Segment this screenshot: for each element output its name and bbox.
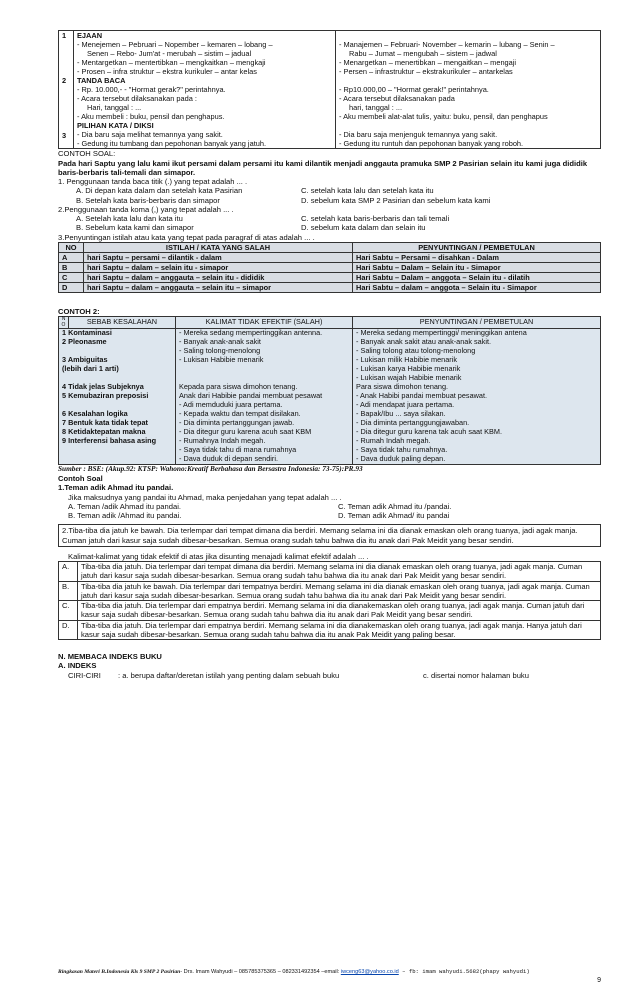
table-line: 4 Tidak jelas Subjeknya — [62, 382, 144, 392]
table-cell: Hari Sabtu – dalam – anggota – Selain itu - Simapor — [353, 283, 601, 293]
option: D. Teman adik Ahmad/ itu pandai — [338, 511, 450, 521]
table-line: 8 Ketidaktepatan makna — [62, 427, 146, 437]
table-cell: C — [59, 273, 84, 283]
answer-option[interactable] — [59, 581, 601, 601]
answer-option[interactable] — [59, 620, 601, 640]
table-line: - Lukisan milik Habibie menarik — [356, 355, 457, 365]
kalimat-column — [176, 329, 353, 465]
list-item: : a. berupa daftar/deretan istilah yang penting dalam sebuah buku — [118, 670, 340, 680]
table-row — [59, 252, 601, 262]
text-line: - Gedung itu tumbang dan pepohonan banyak yang jatuh. — [77, 139, 267, 149]
table-line: Kepada para siswa dimohon tenang. — [179, 382, 298, 392]
option: A. Di depan kata dalam dan setelah kata Pasirian — [76, 186, 243, 196]
footer-title: Ringkasan Materi B.Indonesia Kls 9 SMP 2 Pasirian — [58, 969, 181, 975]
text-line: - Aku membeli alat-alat tulis, yaitu: buku, pensil, dan penghapus — [339, 112, 548, 122]
col-header: N O — [59, 317, 69, 329]
sunting-column — [353, 329, 601, 465]
answer-option[interactable] — [59, 601, 601, 621]
table-row — [59, 262, 601, 272]
table-cell: Hari Sabtu – Dalam – anggota – Selain itu - dilatih — [353, 273, 601, 283]
col-header: SEBAB KESALAHAN — [69, 317, 176, 329]
section-heading: CONTOH SOAL: — [58, 149, 116, 159]
question: 2.Penggunaan tanda koma (,) yang tepat adalah ... . — [58, 204, 234, 214]
option: C. setelah kata lalu dan setelah kata itu — [301, 186, 434, 196]
text-line: - Prosen – infra struktur – ekstra kurikuler – antar kelas — [77, 67, 257, 77]
table-line: (lebih dari 1 arti) — [62, 364, 119, 374]
col-header: PENYUNTINGAN / PEMBETULAN — [353, 242, 601, 252]
table-line: - Mereka sedang mempertinggi/ meninggikan antena — [356, 328, 527, 338]
text-line: Hari, tanggal : ... — [87, 103, 142, 113]
col-header: PENYUNTINGAN / PEMBETULAN — [353, 317, 601, 329]
question-box: 2.Tiba-tiba dia jatuh ke bawah. Dia terlempar dari tempat dimana dia berdiri. Memang selama ini dia dianak emaskan oleh orang tuanya, jadi agak manja. Cuman jatuh dari kasur saja sudah dibesar-besarkan. Semua orang sudah tahu bahwa dia itu anak dari Pak Meidit yang besar sendiri. — [58, 524, 601, 547]
text-line: - Rp. 10.000,- - "Hormat gerak?" perintahnya. — [77, 85, 226, 95]
table-line: 3 Ambiguitas — [62, 355, 108, 365]
penyuntingan-table — [58, 242, 601, 293]
table-line: - Rumah Indah megah. — [356, 436, 431, 446]
table-line: - Bapak/Ibu ... saya silakan. — [356, 409, 446, 419]
option-letter: D. — [59, 620, 78, 640]
table-line: 1 Kontaminasi — [62, 328, 112, 338]
section-heading: TANDA BACA — [77, 76, 126, 86]
row-num: 2 — [62, 76, 67, 86]
option-text: Tiba-tiba dia jatuh. Dia terlempar dari tempat dimana dia berdiri. Memang selama ini dia dianak emaskan oleh orang tuanya, jadi agak manja. Cuman jatuh dari kasur saja sudah dibesar-besarkan. Semua orang sudah tahu bahwa dia itu anak dari Pak Meidit yang besar sendiri. — [78, 562, 601, 582]
section-heading: PILIHAN KATA / DIKSI — [77, 121, 154, 131]
text-line: - Acara tersebut dilaksanakan pada : — [77, 94, 197, 104]
page-number: 9 — [597, 977, 601, 984]
option: B. Setelah kata baris-berbaris dan simapor — [76, 195, 220, 205]
row-num: 3 — [62, 131, 67, 141]
section-heading: Contoh Soal — [58, 474, 103, 484]
table-line: - Saling tolong-menolong — [179, 346, 261, 356]
sebab-column — [59, 329, 176, 465]
col-header: KALIMAT TIDAK EFEKTIF (SALAH) — [176, 317, 353, 329]
table-line: - Dia ditegur guru karena tak acuh saat KBM. — [356, 427, 503, 437]
option-letter: A. — [59, 562, 78, 582]
table-line: 9 Interferensi bahasa asing — [62, 436, 157, 446]
list-item: c. disertai nomor halaman buku — [423, 670, 529, 680]
table-cell: Hari Sabtu – Dalam – Selain itu - Simapor — [353, 262, 601, 272]
table-line: - Dia diminta pertanggungjawaban. — [356, 418, 470, 428]
question: 3.Penyuntingan istilah atau kata yang tepat pada paragraf di atas adalah ... . — [58, 232, 315, 242]
text-line: - Manajemen – Februari- November – kemarin – lubang – Senin – — [339, 40, 555, 49]
text-line: - Dia baru saja menjenguk temannya yang sakit. — [339, 130, 498, 140]
table-line: Anak dari Habibie pandai membuat pesawat — [179, 391, 323, 401]
option: C. setelah kata baris-berbaris dan tali temali — [301, 214, 450, 224]
table-line: - Kepada waktu dan tempat disilakan. — [179, 409, 301, 419]
text-line: - Aku membeli : buku, pensil dan penghapus. — [77, 112, 225, 122]
table-line: 2 Pleonasme — [62, 337, 107, 347]
table-line — [62, 446, 172, 455]
table-cell: Hari Sabtu – Persami – disahkan - Dalam — [353, 252, 601, 262]
footer-fb: – fb: imam wahyudi.5682(phapy wahyudi) — [398, 968, 530, 975]
option-letter: C. — [59, 601, 78, 621]
table-line: - Adi memduduki juara pertama. — [179, 400, 283, 410]
text-line: - Persen – infrastruktur – ekstrakurikuler – antarkelas — [339, 67, 513, 77]
text-line: hari, tanggal : ... — [349, 103, 402, 113]
table-line: 5 Kemubaziran preposisi — [62, 391, 149, 401]
text-line: - Gedung itu runtuh dan pepohonan banyak yang roboh. — [339, 139, 524, 149]
text-line: - Mentargetkan – mentertibkan – mengkaitkan – mengkaji — [77, 58, 266, 68]
text-line: - Menargetkan – menertibkan – mengaitkan – mengaji — [339, 58, 517, 68]
table-cell: D — [59, 283, 84, 293]
table-line: - Lukisan Habibie menarik — [179, 355, 264, 365]
footer — [58, 968, 601, 984]
text-line: - Rp10.000,00 – "Hormat gerak!" perintahnya. — [339, 85, 489, 95]
contoh-soal-section — [58, 149, 601, 242]
table-line: - Dia ditegur guru karena acuh saat KBM — [179, 427, 312, 437]
text-line: Senen – Rebo- Jum'at - merubah – sistim – jadual — [87, 49, 252, 59]
table-cell: hari Saptu – persami – dilantik - dalam — [84, 252, 353, 262]
table-row — [59, 273, 601, 283]
kalimat-efektif-table — [58, 316, 601, 465]
section-heading: N. MEMBACA INDEKS BUKU — [58, 652, 162, 662]
email-link[interactable]: iwceng63@yahoo.co.id — [340, 969, 399, 975]
option: D. sebelum kata SMP 2 Pasirian dan sebelum kata kami — [301, 195, 491, 205]
table-line: 6 Kesalahan logika — [62, 409, 128, 419]
question: 1.Teman adik Ahmad itu pandai. — [58, 483, 174, 493]
table-line: Para siswa dimohon tenang. — [356, 382, 449, 392]
table-line: - Adi mendapat juara pertama. — [356, 400, 455, 410]
option: A. Teman /adik Ahmad itu pandai. — [68, 501, 181, 511]
col-header: NO — [59, 242, 84, 252]
label: CIRI-CIRI — [68, 670, 101, 680]
table-line: - Lukisan wajah Habibie menarik — [356, 373, 462, 383]
question: 1. Penggunaan tanda baca titik (.) yang tepat adalah ... . — [58, 177, 248, 187]
option: B. Teman adik /Ahmad itu pandai. — [68, 511, 182, 521]
table-line — [179, 365, 349, 374]
option: C. Teman adik Ahmad itu /pandai. — [338, 501, 452, 511]
table-line: - Rumahnya Indah megah. — [179, 436, 266, 446]
question-text: Jika maksudnya yang pandai itu Ahmad, maka penjedahan yang tepat adalah ... . — [68, 492, 342, 502]
table-cell: hari Saptu – dalam – anggauta – selain itu - dididik — [84, 273, 353, 283]
table-line: - Saya tidak tahu di mana rumahnya — [179, 445, 297, 455]
sumber: Sumber : BSE: (Akup.92: KTSP: Wahono:Kreatif Berbahasa dan Bersastra Indonesia: 73-75):PR.93 — [58, 464, 363, 474]
question-text: Kalimat-kalimat yang tidak efektif di atas jika disunting menajadi kalimat efektif adalah ... . — [68, 551, 369, 561]
section-heading: A. INDEKS — [58, 661, 97, 671]
table-line: - Mereka sedang mempertinggikan antenna. — [179, 328, 323, 338]
table-cell: hari Saptu – dalam – selain itu - simapor — [84, 262, 353, 272]
answer-option[interactable] — [59, 562, 601, 582]
option: B. Sebelum kata kami dan simapor — [76, 223, 194, 233]
table-line: 7 Bentuk kata tidak tepat — [62, 418, 148, 428]
option: D. sebelum kata dalam dan selain itu — [301, 223, 426, 233]
text-line: - Acara tersebut dilaksanakan pada — [339, 94, 455, 104]
table-cell: B — [59, 262, 84, 272]
table-line: - Dia diminta pertanggungan jawab. — [179, 418, 295, 428]
answer-options-table — [58, 561, 601, 640]
table-line: - Lukisan karya Habibie menarik — [356, 364, 461, 374]
option-text: Tiba-tiba dia jatuh ke bawah. Dia terlempar dari tempatnya berdiri. Memang selama ini dia dianak emaskan oleh orang tuanya, jadi agak manja. Cuman jatuh dari kasur saja sudah dibesar-besarkan. Semua orang sudah tahu bahwa dia itu anak dari Pak Meidit yang besar sendiri. — [78, 581, 601, 601]
text-line: - Dia baru saja melihat temannya yang sakit. — [77, 130, 223, 140]
section-heading: EJAAN — [77, 31, 103, 40]
table-line — [62, 455, 172, 464]
ejaan-table — [58, 30, 601, 149]
option-letter: B. — [59, 581, 78, 601]
table-line: - Saling tolong atau tolong-menolong — [356, 346, 476, 356]
text-line: - Menejemen – Pebruari – Nopember – kemaren – lobang – — [77, 40, 273, 50]
table-row — [59, 283, 601, 293]
col-header: ISTILAH / KATA YANG SALAH — [84, 242, 353, 252]
page — [58, 30, 601, 680]
section-heading: CONTOH 2: — [58, 307, 100, 317]
row-num: 1 — [62, 31, 67, 40]
table-cell: hari Saptu – dalam – anggauta – selain itu – simapor — [84, 283, 353, 293]
table-line: - Saya tidak tahu rumahnya. — [356, 445, 448, 455]
table-line: - Anak Habibi pandai membuat pesawat. — [356, 391, 488, 401]
table-cell: A — [59, 252, 84, 262]
table-line: - Dava duduk di depan sendiri. — [179, 454, 278, 464]
option-text: Tiba-tiba dia jatuh. Dia terlempar dari empatnya berdiri. Memang selama ini dia dianakemaskan oleh orang tuanya, jadi agak manja. Cuman jatuh dari kasur saja sudah dibesar-besarkan. Semua orang sudah tahu bahwa dia itu anak dari Pak Meidit yang besar sendiri. — [78, 601, 601, 621]
soal-intro: Pada hari Saptu yang lalu kami ikut persami dalam persami itu kami dilantik menjadi anggauta pramuka SMP 2 Pasirian selain itu kami juga dididik baris-berbaris tali-temali dan simapor. — [58, 158, 588, 177]
option: A. Setelah kata lalu dan kata itu — [76, 214, 183, 224]
table-line: - Banyak anak-anak sakit — [179, 337, 261, 347]
table-line: - Dava duduk paling depan. — [356, 454, 446, 464]
table-line: - Banyak anak sakit atau anak-anak sakit. — [356, 337, 492, 347]
option-text: Tiba-tiba dia jatuh. Dia terlempar dari empatnya berdiri. Memang selama ini dia dianakemaskan oleh orang tuanya, jadi agak manja. Hanya jatuh dari kasur saja sudah dibesar-besarkan. Semua orang sudah tahu bahwa dia itu anak Pak Meidit yang paling besar. — [78, 620, 601, 640]
text-line: Rabu – Jumat – mengubah – sistem – jadwal — [349, 49, 497, 59]
footer-author: - Drs. Imam Wahyudi – 085785375365 – 082331492354 –email: — [180, 969, 341, 975]
